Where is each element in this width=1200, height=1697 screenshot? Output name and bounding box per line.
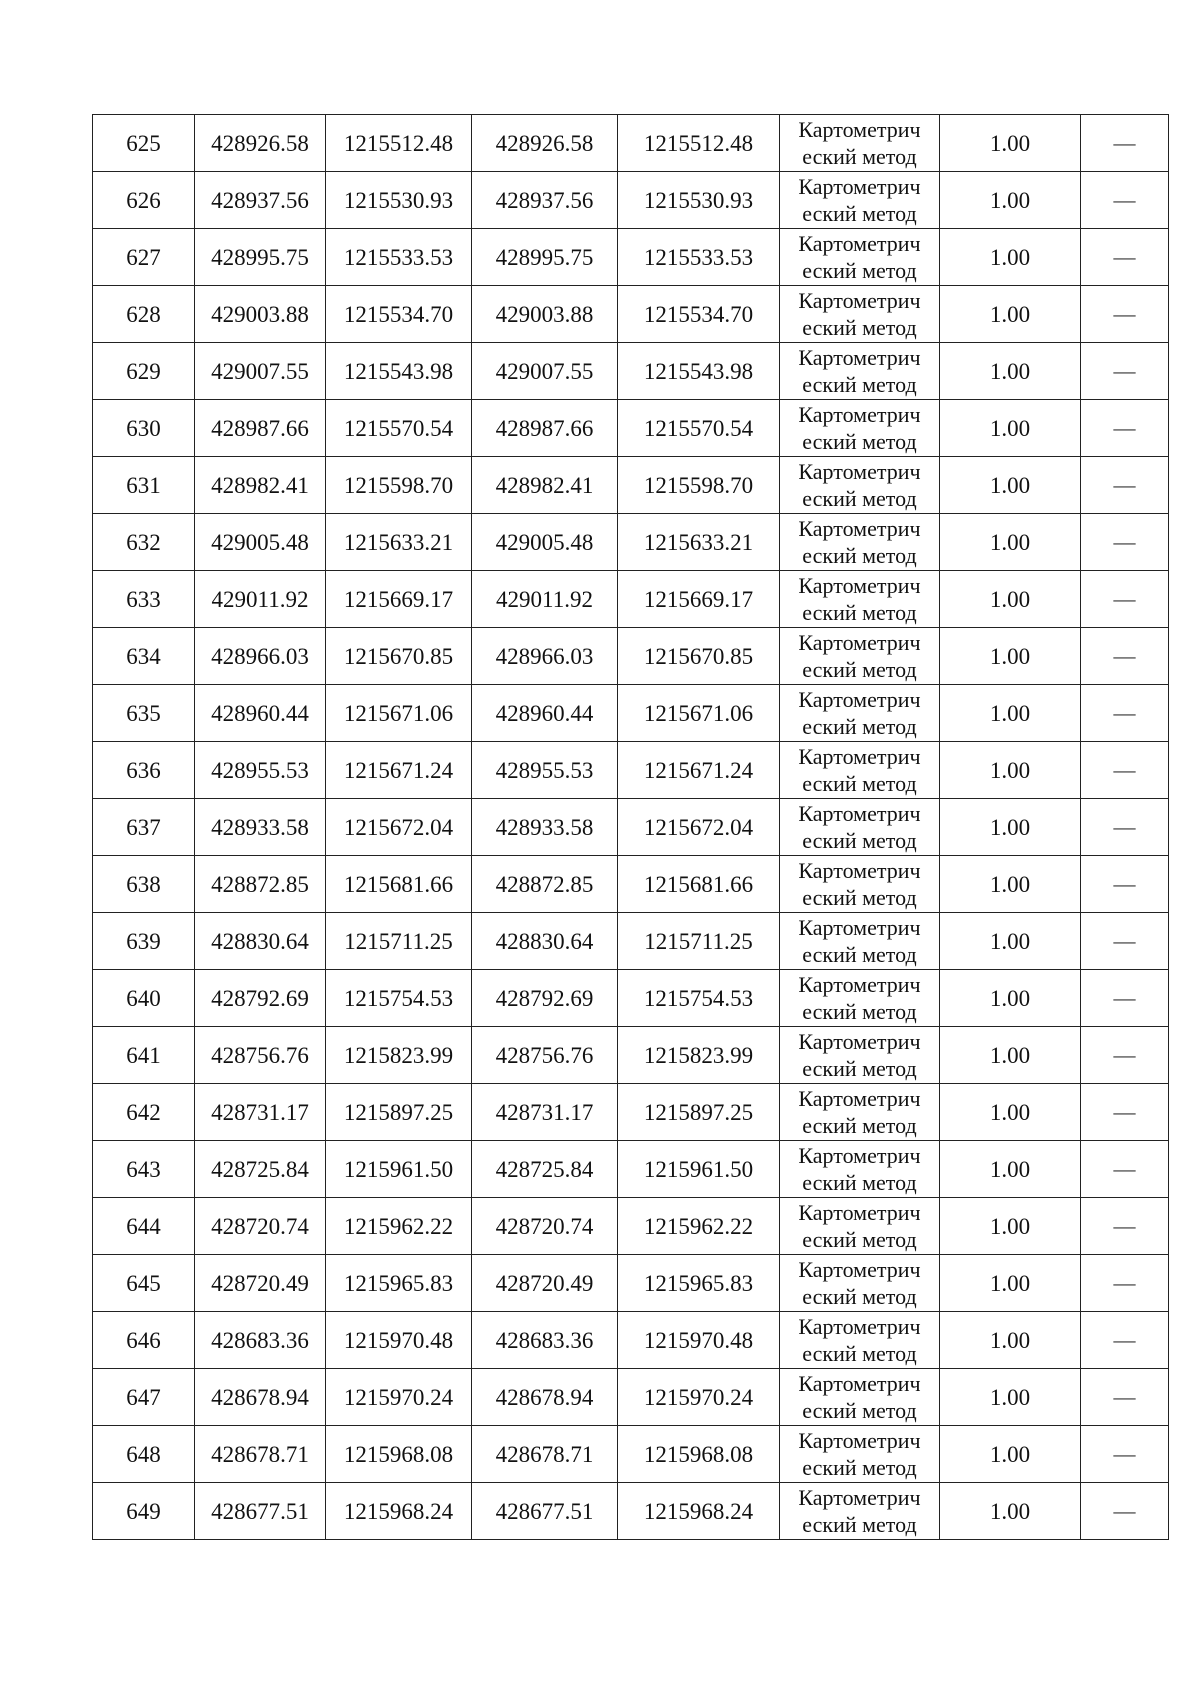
x-coordinate-existing-cell: 428756.76: [195, 1027, 326, 1084]
x-coordinate-existing-cell: 428966.03: [195, 628, 326, 685]
note-cell: —: [1081, 856, 1169, 913]
y-coordinate-new-cell: 1215897.25: [618, 1084, 780, 1141]
x-coordinate-new-cell: 428792.69: [472, 970, 618, 1027]
y-coordinate-new-cell: 1215823.99: [618, 1027, 780, 1084]
y-coordinate-new-cell: 1215533.53: [618, 229, 780, 286]
method-cell: [780, 514, 940, 571]
point-number-cell: 628: [93, 286, 195, 343]
point-number-cell: 633: [93, 571, 195, 628]
x-coordinate-existing-cell: 428683.36: [195, 1312, 326, 1369]
y-coordinate-existing-cell: 1215672.04: [326, 799, 472, 856]
method-text-line-2: еский метод: [802, 714, 917, 739]
accuracy-cell: 1.00: [940, 799, 1081, 856]
x-coordinate-existing-cell: 428937.56: [195, 172, 326, 229]
accuracy-cell: 1.00: [940, 1027, 1081, 1084]
x-coordinate-new-cell: 428955.53: [472, 742, 618, 799]
x-coordinate-new-cell: 429007.55: [472, 343, 618, 400]
method-text-line-2: еский метод: [802, 999, 917, 1024]
note-cell: —: [1081, 457, 1169, 514]
method-text-line-1: Картометрич: [798, 459, 921, 484]
y-coordinate-existing-cell: 1215671.06: [326, 685, 472, 742]
y-coordinate-new-cell: 1215530.93: [618, 172, 780, 229]
y-coordinate-new-cell: 1215672.04: [618, 799, 780, 856]
x-coordinate-new-cell: 428960.44: [472, 685, 618, 742]
x-coordinate-existing-cell: 429003.88: [195, 286, 326, 343]
method-cell: [780, 1255, 940, 1312]
x-coordinate-new-cell: 428933.58: [472, 799, 618, 856]
table-row: [93, 1369, 1169, 1426]
table-row: [93, 1312, 1169, 1369]
note-cell: —: [1081, 286, 1169, 343]
table-row: [93, 913, 1169, 970]
method-text-line-1: Картометрич: [798, 117, 921, 142]
x-coordinate-existing-cell: 428678.94: [195, 1369, 326, 1426]
table-row: [93, 1084, 1169, 1141]
x-coordinate-new-cell: 428872.85: [472, 856, 618, 913]
accuracy-cell: 1.00: [940, 343, 1081, 400]
accuracy-cell: 1.00: [940, 1312, 1081, 1369]
table-row: [93, 742, 1169, 799]
method-text-line-2: еский метод: [802, 828, 917, 853]
accuracy-cell: 1.00: [940, 1369, 1081, 1426]
point-number-cell: 631: [93, 457, 195, 514]
y-coordinate-existing-cell: 1215711.25: [326, 913, 472, 970]
method-cell: [780, 229, 940, 286]
accuracy-cell: 1.00: [940, 856, 1081, 913]
accuracy-cell: 1.00: [940, 1426, 1081, 1483]
note-cell: —: [1081, 1027, 1169, 1084]
y-coordinate-new-cell: 1215512.48: [618, 115, 780, 172]
point-number-cell: 646: [93, 1312, 195, 1369]
point-number-cell: 625: [93, 115, 195, 172]
x-coordinate-existing-cell: 429011.92: [195, 571, 326, 628]
x-coordinate-new-cell: 428683.36: [472, 1312, 618, 1369]
method-text-line-2: еский метод: [802, 1284, 917, 1309]
accuracy-cell: 1.00: [940, 1084, 1081, 1141]
y-coordinate-existing-cell: 1215961.50: [326, 1141, 472, 1198]
x-coordinate-existing-cell: 428955.53: [195, 742, 326, 799]
y-coordinate-new-cell: 1215570.54: [618, 400, 780, 457]
accuracy-cell: 1.00: [940, 1141, 1081, 1198]
method-cell: [780, 1198, 940, 1255]
method-cell: [780, 628, 940, 685]
x-coordinate-new-cell: 428678.94: [472, 1369, 618, 1426]
y-coordinate-existing-cell: 1215970.48: [326, 1312, 472, 1369]
accuracy-cell: 1.00: [940, 1255, 1081, 1312]
accuracy-cell: 1.00: [940, 286, 1081, 343]
method-text-line-1: Картометрич: [798, 174, 921, 199]
x-coordinate-existing-cell: 428725.84: [195, 1141, 326, 1198]
point-number-cell: 641: [93, 1027, 195, 1084]
method-text-line-2: еский метод: [802, 1341, 917, 1366]
point-number-cell: 640: [93, 970, 195, 1027]
x-coordinate-existing-cell: 428960.44: [195, 685, 326, 742]
accuracy-cell: 1.00: [940, 913, 1081, 970]
accuracy-cell: 1.00: [940, 742, 1081, 799]
x-coordinate-new-cell: 428937.56: [472, 172, 618, 229]
accuracy-cell: 1.00: [940, 514, 1081, 571]
note-cell: —: [1081, 1312, 1169, 1369]
x-coordinate-new-cell: 428678.71: [472, 1426, 618, 1483]
note-cell: —: [1081, 799, 1169, 856]
x-coordinate-existing-cell: 428731.17: [195, 1084, 326, 1141]
method-cell: [780, 685, 940, 742]
point-number-cell: 645: [93, 1255, 195, 1312]
y-coordinate-existing-cell: 1215965.83: [326, 1255, 472, 1312]
note-cell: —: [1081, 1255, 1169, 1312]
point-number-cell: 629: [93, 343, 195, 400]
method-text-line-1: Картометрич: [798, 516, 921, 541]
table-row: [93, 1483, 1169, 1540]
method-cell: [780, 286, 940, 343]
method-cell: [780, 1141, 940, 1198]
x-coordinate-existing-cell: 428995.75: [195, 229, 326, 286]
y-coordinate-existing-cell: 1215543.98: [326, 343, 472, 400]
method-text-line-2: еский метод: [802, 942, 917, 967]
table-row: [93, 1198, 1169, 1255]
x-coordinate-existing-cell: 428982.41: [195, 457, 326, 514]
x-coordinate-existing-cell: 428987.66: [195, 400, 326, 457]
table-row: [93, 286, 1169, 343]
x-coordinate-new-cell: 428995.75: [472, 229, 618, 286]
point-number-cell: 642: [93, 1084, 195, 1141]
method-text-line-2: еский метод: [802, 657, 917, 682]
method-text-line-1: Картометрич: [798, 744, 921, 769]
y-coordinate-new-cell: 1215711.25: [618, 913, 780, 970]
x-coordinate-existing-cell: 428677.51: [195, 1483, 326, 1540]
y-coordinate-new-cell: 1215670.85: [618, 628, 780, 685]
method-text-line-2: еский метод: [802, 1398, 917, 1423]
x-coordinate-new-cell: 428982.41: [472, 457, 618, 514]
x-coordinate-existing-cell: 428720.49: [195, 1255, 326, 1312]
y-coordinate-existing-cell: 1215570.54: [326, 400, 472, 457]
method-cell: [780, 1027, 940, 1084]
x-coordinate-existing-cell: 428933.58: [195, 799, 326, 856]
method-cell: [780, 400, 940, 457]
method-text-line-1: Картометрич: [798, 231, 921, 256]
method-cell: [780, 115, 940, 172]
y-coordinate-existing-cell: 1215681.66: [326, 856, 472, 913]
y-coordinate-new-cell: 1215961.50: [618, 1141, 780, 1198]
method-cell: [780, 856, 940, 913]
x-coordinate-new-cell: 428926.58: [472, 115, 618, 172]
note-cell: —: [1081, 115, 1169, 172]
method-text-line-2: еский метод: [802, 600, 917, 625]
accuracy-cell: 1.00: [940, 970, 1081, 1027]
method-text-line-1: Картометрич: [798, 1428, 921, 1453]
table-row: [93, 514, 1169, 571]
method-text-line-1: Картометрич: [798, 1086, 921, 1111]
point-number-cell: 634: [93, 628, 195, 685]
x-coordinate-new-cell: 428966.03: [472, 628, 618, 685]
y-coordinate-new-cell: 1215968.24: [618, 1483, 780, 1540]
table-row: [93, 571, 1169, 628]
method-text-line-2: еский метод: [802, 144, 917, 169]
y-coordinate-new-cell: 1215633.21: [618, 514, 780, 571]
point-number-cell: 636: [93, 742, 195, 799]
x-coordinate-existing-cell: 428830.64: [195, 913, 326, 970]
accuracy-cell: 1.00: [940, 1198, 1081, 1255]
accuracy-cell: 1.00: [940, 172, 1081, 229]
method-text-line-2: еский метод: [802, 771, 917, 796]
method-text-line-1: Картометрич: [798, 1143, 921, 1168]
method-text-line-2: еский метод: [802, 885, 917, 910]
x-coordinate-new-cell: 428830.64: [472, 913, 618, 970]
note-cell: —: [1081, 400, 1169, 457]
table-row: [93, 172, 1169, 229]
y-coordinate-existing-cell: 1215512.48: [326, 115, 472, 172]
method-text-line-2: еский метод: [802, 372, 917, 397]
method-cell: [780, 1426, 940, 1483]
point-number-cell: 626: [93, 172, 195, 229]
method-text-line-2: еский метод: [802, 429, 917, 454]
y-coordinate-existing-cell: 1215897.25: [326, 1084, 472, 1141]
x-coordinate-new-cell: 428987.66: [472, 400, 618, 457]
y-coordinate-existing-cell: 1215962.22: [326, 1198, 472, 1255]
y-coordinate-new-cell: 1215671.24: [618, 742, 780, 799]
table-row: [93, 856, 1169, 913]
table-row: [93, 115, 1169, 172]
method-text-line-2: еский метод: [802, 543, 917, 568]
point-number-cell: 639: [93, 913, 195, 970]
accuracy-cell: 1.00: [940, 571, 1081, 628]
table-row: [93, 1426, 1169, 1483]
x-coordinate-existing-cell: 428678.71: [195, 1426, 326, 1483]
x-coordinate-new-cell: 428756.76: [472, 1027, 618, 1084]
accuracy-cell: 1.00: [940, 1483, 1081, 1540]
method-cell: [780, 457, 940, 514]
y-coordinate-existing-cell: 1215823.99: [326, 1027, 472, 1084]
method-cell: [780, 343, 940, 400]
x-coordinate-new-cell: 428731.17: [472, 1084, 618, 1141]
method-cell: [780, 970, 940, 1027]
note-cell: —: [1081, 343, 1169, 400]
point-number-cell: 637: [93, 799, 195, 856]
point-number-cell: 627: [93, 229, 195, 286]
method-text-line-2: еский метод: [802, 315, 917, 340]
method-cell: [780, 1084, 940, 1141]
note-cell: —: [1081, 229, 1169, 286]
accuracy-cell: 1.00: [940, 685, 1081, 742]
x-coordinate-existing-cell: 429007.55: [195, 343, 326, 400]
method-text-line-1: Картометрич: [798, 858, 921, 883]
x-coordinate-new-cell: 428725.84: [472, 1141, 618, 1198]
method-cell: [780, 913, 940, 970]
method-cell: [780, 1312, 940, 1369]
y-coordinate-existing-cell: 1215968.24: [326, 1483, 472, 1540]
method-text-line-2: еский метод: [802, 1512, 917, 1537]
x-coordinate-new-cell: 428720.74: [472, 1198, 618, 1255]
accuracy-cell: 1.00: [940, 628, 1081, 685]
coordinates-table: [92, 114, 1169, 1540]
note-cell: —: [1081, 970, 1169, 1027]
x-coordinate-existing-cell: 429005.48: [195, 514, 326, 571]
note-cell: —: [1081, 571, 1169, 628]
method-cell: [780, 742, 940, 799]
accuracy-cell: 1.00: [940, 400, 1081, 457]
y-coordinate-new-cell: 1215671.06: [618, 685, 780, 742]
y-coordinate-new-cell: 1215598.70: [618, 457, 780, 514]
y-coordinate-new-cell: 1215681.66: [618, 856, 780, 913]
note-cell: —: [1081, 514, 1169, 571]
point-number-cell: 630: [93, 400, 195, 457]
method-text-line-1: Картометрич: [798, 1257, 921, 1282]
y-coordinate-new-cell: 1215970.24: [618, 1369, 780, 1426]
method-text-line-1: Картометрич: [798, 1314, 921, 1339]
x-coordinate-existing-cell: 428872.85: [195, 856, 326, 913]
table-row: [93, 400, 1169, 457]
y-coordinate-new-cell: 1215965.83: [618, 1255, 780, 1312]
note-cell: —: [1081, 1426, 1169, 1483]
method-text-line-2: еский метод: [802, 1113, 917, 1138]
y-coordinate-existing-cell: 1215598.70: [326, 457, 472, 514]
table-row: [93, 970, 1169, 1027]
note-cell: —: [1081, 172, 1169, 229]
y-coordinate-new-cell: 1215968.08: [618, 1426, 780, 1483]
table-row: [93, 1255, 1169, 1312]
accuracy-cell: 1.00: [940, 115, 1081, 172]
method-text-line-1: Картометрич: [798, 972, 921, 997]
method-text-line-2: еский метод: [802, 1455, 917, 1480]
note-cell: —: [1081, 742, 1169, 799]
point-number-cell: 648: [93, 1426, 195, 1483]
table-row: [93, 457, 1169, 514]
point-number-cell: 647: [93, 1369, 195, 1426]
note-cell: —: [1081, 1141, 1169, 1198]
x-coordinate-new-cell: 428677.51: [472, 1483, 618, 1540]
method-text-line-1: Картометрич: [798, 345, 921, 370]
table-row: [93, 343, 1169, 400]
y-coordinate-existing-cell: 1215534.70: [326, 286, 472, 343]
method-text-line-2: еский метод: [802, 1056, 917, 1081]
note-cell: —: [1081, 1198, 1169, 1255]
x-coordinate-existing-cell: 428792.69: [195, 970, 326, 1027]
method-text-line-1: Картометрич: [798, 630, 921, 655]
method-text-line-1: Картометрич: [798, 915, 921, 940]
y-coordinate-existing-cell: 1215670.85: [326, 628, 472, 685]
table-row: [93, 628, 1169, 685]
point-number-cell: 635: [93, 685, 195, 742]
method-text-line-1: Картометрич: [798, 1029, 921, 1054]
y-coordinate-new-cell: 1215970.48: [618, 1312, 780, 1369]
y-coordinate-new-cell: 1215962.22: [618, 1198, 780, 1255]
y-coordinate-new-cell: 1215754.53: [618, 970, 780, 1027]
y-coordinate-existing-cell: 1215530.93: [326, 172, 472, 229]
method-text-line-2: еский метод: [802, 1170, 917, 1195]
method-text-line-1: Картометрич: [798, 801, 921, 826]
table-row: [93, 1027, 1169, 1084]
point-number-cell: 632: [93, 514, 195, 571]
x-coordinate-new-cell: 429003.88: [472, 286, 618, 343]
method-text-line-1: Картометрич: [798, 1485, 921, 1510]
accuracy-cell: 1.00: [940, 457, 1081, 514]
point-number-cell: 638: [93, 856, 195, 913]
x-coordinate-new-cell: 429011.92: [472, 571, 618, 628]
method-cell: [780, 571, 940, 628]
x-coordinate-existing-cell: 428720.74: [195, 1198, 326, 1255]
table-row: [93, 685, 1169, 742]
y-coordinate-new-cell: 1215669.17: [618, 571, 780, 628]
y-coordinate-existing-cell: 1215970.24: [326, 1369, 472, 1426]
method-text-line-1: Картометрич: [798, 1200, 921, 1225]
table-body: [93, 115, 1169, 1540]
x-coordinate-new-cell: 428720.49: [472, 1255, 618, 1312]
method-text-line-2: еский метод: [802, 1227, 917, 1252]
y-coordinate-existing-cell: 1215633.21: [326, 514, 472, 571]
y-coordinate-existing-cell: 1215669.17: [326, 571, 472, 628]
method-text-line-2: еский метод: [802, 258, 917, 283]
note-cell: —: [1081, 913, 1169, 970]
y-coordinate-existing-cell: 1215533.53: [326, 229, 472, 286]
point-number-cell: 649: [93, 1483, 195, 1540]
y-coordinate-existing-cell: 1215671.24: [326, 742, 472, 799]
method-text-line-1: Картометрич: [798, 288, 921, 313]
y-coordinate-existing-cell: 1215968.08: [326, 1426, 472, 1483]
table-row: [93, 799, 1169, 856]
accuracy-cell: 1.00: [940, 229, 1081, 286]
note-cell: —: [1081, 1369, 1169, 1426]
method-text-line-1: Картометрич: [798, 687, 921, 712]
method-text-line-1: Картометрич: [798, 402, 921, 427]
method-text-line-2: еский метод: [802, 486, 917, 511]
note-cell: —: [1081, 685, 1169, 742]
x-coordinate-new-cell: 429005.48: [472, 514, 618, 571]
note-cell: —: [1081, 1483, 1169, 1540]
y-coordinate-new-cell: 1215534.70: [618, 286, 780, 343]
method-text-line-1: Картометрич: [798, 573, 921, 598]
table-row: [93, 1141, 1169, 1198]
y-coordinate-new-cell: 1215543.98: [618, 343, 780, 400]
x-coordinate-existing-cell: 428926.58: [195, 115, 326, 172]
method-text-line-1: Картометрич: [798, 1371, 921, 1396]
method-cell: [780, 799, 940, 856]
y-coordinate-existing-cell: 1215754.53: [326, 970, 472, 1027]
method-cell: [780, 1369, 940, 1426]
method-text-line-2: еский метод: [802, 201, 917, 226]
point-number-cell: 643: [93, 1141, 195, 1198]
method-cell: [780, 172, 940, 229]
note-cell: —: [1081, 1084, 1169, 1141]
table-row: [93, 229, 1169, 286]
method-cell: [780, 1483, 940, 1540]
note-cell: —: [1081, 628, 1169, 685]
point-number-cell: 644: [93, 1198, 195, 1255]
